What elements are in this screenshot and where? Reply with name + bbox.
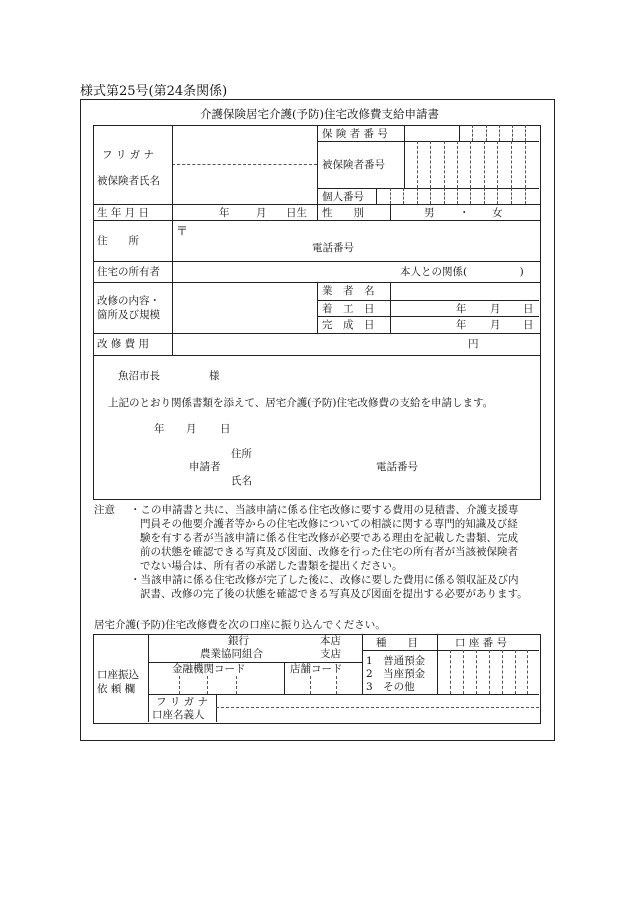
birth-year: 年 <box>219 207 230 219</box>
account-type-label: 種 目 <box>376 637 418 649</box>
bank-request-label-2: 依 頼 欄 <box>97 683 136 695</box>
personal-number-label: 個人番号 <box>322 191 364 203</box>
account-number-label: 口 座 番 号 <box>455 637 508 649</box>
apply-year: 年 <box>154 423 165 435</box>
insured-number-label: 被保険者番号 <box>322 159 385 171</box>
account-type-other: 3 その他 <box>366 681 415 693</box>
birth-month: 月 <box>256 207 267 219</box>
account-type-ordinary: 1 普通預金 <box>366 655 426 667</box>
cost-label: 改 修 費 用 <box>97 338 150 350</box>
start-day: 日 <box>523 303 534 315</box>
insured-name-label: 被保険者氏名 <box>97 175 160 187</box>
institution-code-label: 金融機関コード <box>172 663 246 675</box>
gender-label: 性 別 <box>322 207 364 219</box>
note-item-1 <box>130 503 519 573</box>
honorific: 様 <box>209 370 220 382</box>
applicant-address-label: 住所 <box>231 448 252 460</box>
applicant-name-label: 氏名 <box>231 475 252 487</box>
note-line: ・この申請書と共に、当該申請に係る住宅改修に要する費用の見積書、介護支援専 <box>130 504 519 516</box>
complete-year: 年 <box>456 319 467 331</box>
owner-label: 住宅の所有者 <box>97 266 160 278</box>
gender-separator: ・ <box>459 207 470 219</box>
form-number: 様式第25号(第24条関係) <box>80 84 228 99</box>
note-line: 訳書、改修の完了後の状態を確認できる写真及び図面を提出する必要があります。 <box>140 588 528 600</box>
furigana-label: フ リ ガ ナ <box>102 149 155 161</box>
start-date-label: 着 工 日 <box>322 303 375 315</box>
female-option: 女 <box>492 207 503 219</box>
complete-date-label: 完 成 日 <box>322 319 375 331</box>
phone-label: 電話番号 <box>312 242 354 254</box>
note-line: でない場合は、所有者の承諾した書類を提出ください。 <box>140 560 403 572</box>
start-month: 月 <box>490 303 501 315</box>
apply-day: 日 <box>220 423 231 435</box>
apply-month: 月 <box>186 423 197 435</box>
relation-label: 本人との関係( ) <box>400 266 524 278</box>
note-item-2 <box>130 573 528 601</box>
address-label: 住 所 <box>97 235 139 247</box>
note-line: 前の状態を確認できる写真及び図面、改修を行った住宅の所有者が当該被保険者 <box>140 546 518 558</box>
content-label-1: 改修の内容・ <box>97 295 160 307</box>
birth-day: 日生 <box>286 207 307 219</box>
applicant-phone-label: 電話番号 <box>376 461 418 473</box>
start-year: 年 <box>456 303 467 315</box>
form-title: 介護保険居宅介護(予防)住宅改修費支給申請書 <box>200 107 439 121</box>
jacoop-suffix: 農業協同組合 <box>200 648 263 660</box>
applicant-label: 申請者 <box>189 461 221 473</box>
male-option: 男 <box>424 207 435 219</box>
insurer-number-label: 保 険 者 番 号 <box>322 128 388 140</box>
branch-suffix: 支店 <box>320 648 341 660</box>
head-office-suffix: 本店 <box>320 635 341 647</box>
notes-label: 注意 <box>94 504 115 516</box>
holder-furigana-label: フ リ ガ ナ <box>156 696 209 708</box>
complete-day: 日 <box>523 319 534 331</box>
account-holder-label: 口座名義人 <box>152 709 205 721</box>
note-line: 門員その他要介護者等からの住宅改修についての相談に関する専門的知識及び経 <box>140 518 518 530</box>
addressee: 魚沼市長 <box>118 370 160 382</box>
bank-request-label-1: 口座振込 <box>97 669 139 681</box>
postal-mark: 〒 <box>176 224 189 238</box>
bank-suffix: 銀行 <box>228 635 249 647</box>
complete-month: 月 <box>490 319 501 331</box>
birth-date-label: 生 年 月 日 <box>97 207 150 219</box>
branch-code-label: 店舗コード <box>290 663 343 675</box>
bank-intro: 居宅介護(予防)住宅改修費を次の口座に振り込んでください。 <box>94 619 386 631</box>
content-label-2: 箇所及び規模 <box>97 309 160 321</box>
yen-unit: 円 <box>468 338 479 350</box>
declaration-text: 上記のとおり関係書類を添えて、居宅介護(予防)住宅改修費の支給を申請します。 <box>108 397 494 409</box>
note-line: ・当該申請に係る住宅改修が完了した後に、改修に要した費用に係る領収証及び内 <box>130 574 519 586</box>
note-line: 験を有する者が当該申請に係る住宅改修が必要である理由を記載した書類、完成 <box>140 532 518 544</box>
contractor-label: 業 者 名 <box>322 285 375 297</box>
account-type-current: 2 当座預金 <box>366 668 426 680</box>
